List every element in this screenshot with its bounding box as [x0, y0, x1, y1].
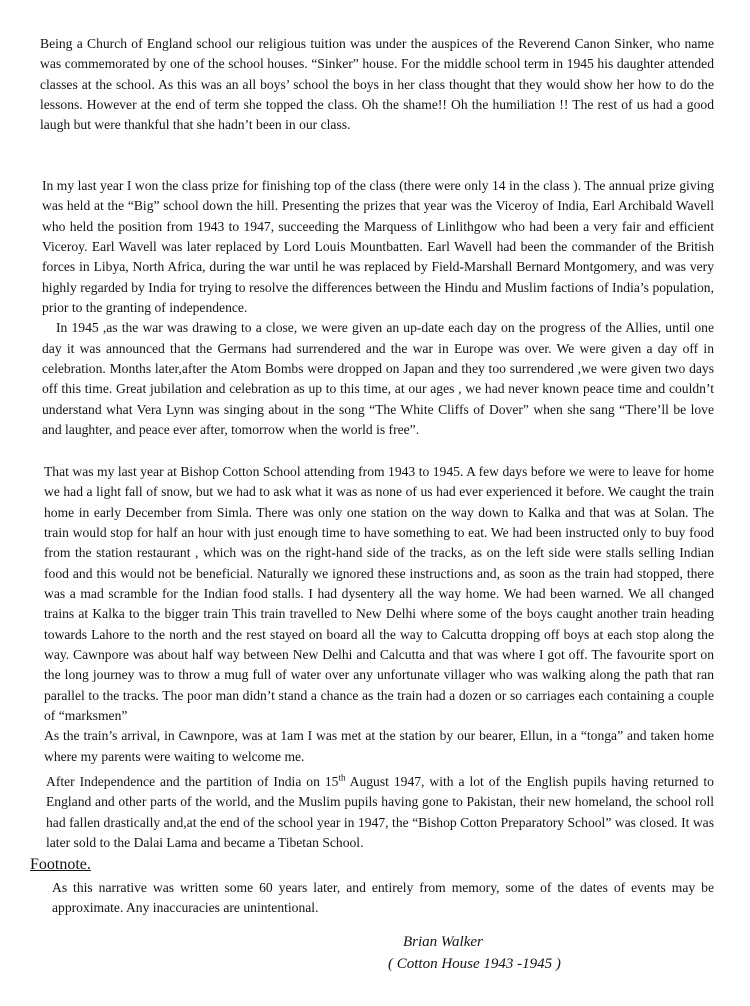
superscript: th: [338, 772, 346, 783]
paragraph-text: That was my last year at Bishop Cotton School attending from 1943 to 1945. A few days before we were to leave for home we had a light fall of snow, but we had to ask what it was as none of us had ever experienced it before. We caught the train home in early December from Simla. There was only one station on the way down to Kalka and that was at Solan. The train would stop for half an hour with just enough time to have something to eat. We had been instructed only to buy food from the station restaurant , which was on the right-hand side of the tracks, as on the left side were stalls selling Indian food and this would not be beneficial. Naturally we ignored these instructions and, as soon as the train had stopped, there was a mad scramble for the Indian food stalls. I had dysentery all the way home. We had been warned. We all changed trains at Kalka to the bigger train This train travelled to New Delhi where some of the boys caught another train heading towards Lahore to the north and the rest stayed on board all the way to Calcutta dropping off boys at each stop along the way. Cawnpore was about half way between New Delhi and Calcutta and that was where I got off. The favourite sport on the long journey was to throw a mug full of water over any unfortunate villager who was walking along the path that ran parallel to the tracks. The poor man didn’t stand a chance as the train had a dozen or so carriages each containing a couple of “marksmen”: [44, 464, 714, 724]
footnote-title: Footnote.: [30, 856, 91, 873]
footnote-body: As this narrative was written some 60 years later, and entirely from memory, some of the dates of events may be approximate. Any inaccuracies are unintentional.: [52, 880, 714, 916]
paragraph-text: In my last year I won the class prize for finishing top of the class (there were only 14 in the class ). The annual prize giving was held at the “Big” school down the hill. Presenting the prizes that year was the Viceroy of India, Earl Archibald Wavell who held the position from 1943 to 1947, succeeding the Marquess of Linlithgow who had been a very fair and efficient Viceroy. Earl Wavell was later replaced by Lord Louis Mountbatten. Earl Wavell had been the commander of the British forces in Libya, North Africa, during the war until he was replaced by Field-Marshall Bernard Montgomery, and was very highly regarded by India for trying to resolve the differences between the Hindu and Muslim factions of India’s population, prior to the granting of independence.: [42, 178, 714, 316]
paragraph-religious-tuition: [40, 34, 714, 136]
signature-house: ( Cotton House 1943 -1945 ): [388, 956, 561, 972]
paragraph-text: In 1945 ,as the war was drawing to a close, we were given an up-date each day on the progress of the Allies, until one day it was announced that the Germans had surrendered and the war in Europe was over. We were given a day off in celebration. Months later,after the Atom Bombs were dropped on Japan and they too surrendered ,we were given two days off this time. Great jubilation and celebration as up to this time, at our ages , we had never known peace time and couldn’t understand what Vera Lynn was singing about in the song “The White Cliffs of Dover” when she sang “There’ll be love and laughter, and peace ever after, tomorrow when the world is free”.: [42, 320, 714, 438]
paragraph-journey-home: [44, 462, 714, 767]
signature-name: Brian Walker: [403, 934, 483, 950]
paragraph-independence: [46, 772, 714, 853]
paragraph-text: As the train’s arrival, in Cawnpore, was at 1am I was met at the station by our bearer, Ellun, in a “tonga” and taken home where my parents were waiting to welcome me.: [44, 728, 714, 764]
paragraph-text: August 1947, with a lot of the English pupils having returned to England and other parts of the world, and the Muslim pupils having gone to Pakistan, their new homeland, the school roll had fallen drastically and,at the end of the school year in 1947, the “Bishop Cotton Preparatory School” was closed. It was later sold to the Dalai Lama and became a Tibetan School.: [46, 774, 714, 851]
paragraph-text: Being a Church of England school our religious tuition was under the auspices of the Reverend Canon Sinker, who name was commemorated by one of the school houses. “Sinker” house. For the middle school term in 1945 his daughter attended classes at the school. As this was an all boys’ school the boys in her class thought that they would show her how to do the lessons. However at the end of term she topped the class. Oh the shame!! Oh the humiliation !! The rest of us had a good laugh but were thankful that she hadn’t been in our class.: [40, 36, 714, 133]
paragraph-prize-giving: [42, 176, 714, 440]
footnote-text: [52, 878, 714, 919]
paragraph-text: After Independence and the partition of India on 15: [46, 774, 339, 789]
